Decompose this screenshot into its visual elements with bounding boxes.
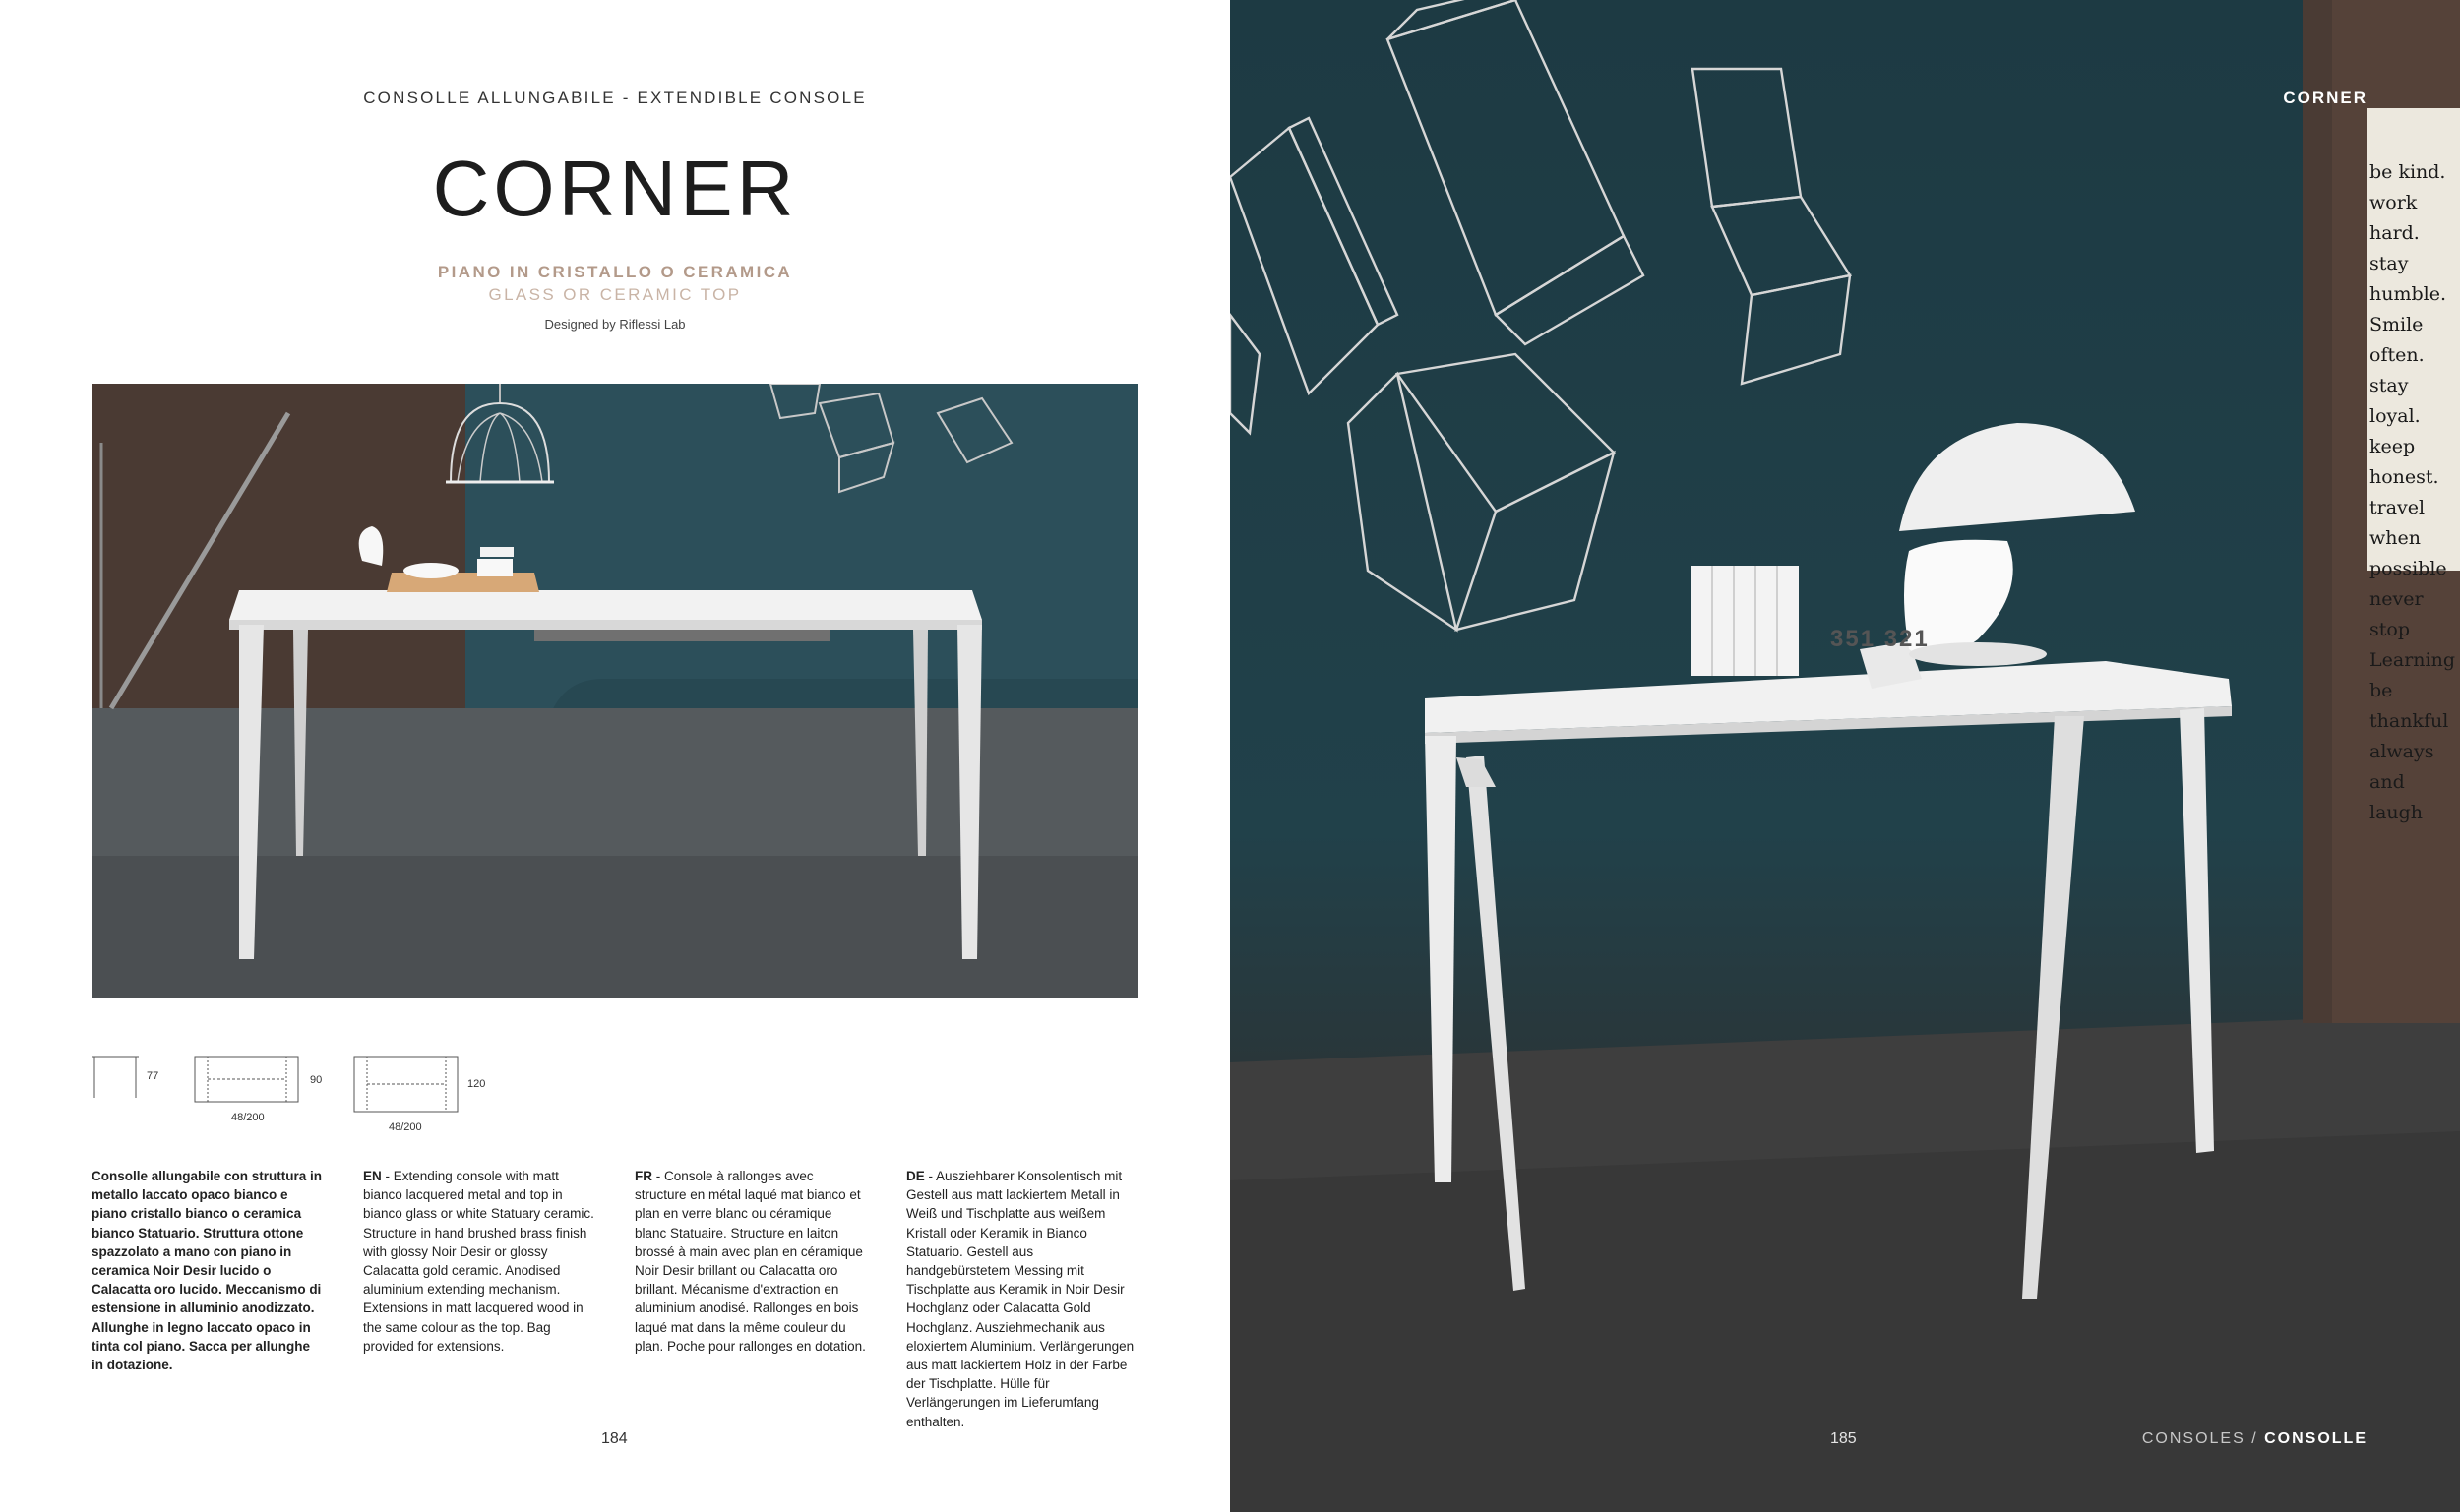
lang-code-fr: FR <box>635 1169 652 1183</box>
breadcrumb-separator: / <box>2245 1430 2265 1447</box>
section-breadcrumb <box>2142 1430 2368 1448</box>
lang-code-de: DE <box>906 1169 925 1183</box>
page-number-right: 185 <box>1830 1430 1857 1447</box>
poster-line: stay humble. <box>2369 253 2447 305</box>
dimension-drawing-shapes <box>92 1053 534 1141</box>
lang-code-en: EN <box>363 1169 382 1183</box>
poster-line: travel when possible <box>2369 497 2447 579</box>
page-number-left: 184 <box>601 1430 628 1447</box>
product-title: CORNER <box>432 145 798 232</box>
dim-depth-large: 120 <box>467 1078 486 1090</box>
description-italian: Consolle allungabile con struttura in metallo laccato opaco bianco e piano cristallo bianco o ceramica bianco Statuario. Struttura ottone spazzolato a mano con piano in ceramica Noir Desir lucido o Calacatta oro lucido. Meccanismo di estensione in alluminio anodizzato. Allunghe in legno laccato opaco in tinta col piano. Sacca per allunghe in dotazione. <box>92 1169 323 1373</box>
poster-line: stay loyal. <box>2369 375 2421 427</box>
description-german <box>906 1167 1138 1431</box>
poster-line: keep honest. <box>2369 436 2439 488</box>
right-page <box>1230 0 2460 1512</box>
motivational-poster <box>2369 157 2460 828</box>
poster-line: work hard. <box>2369 192 2420 244</box>
description-german-body: - Ausziehbarer Konsolentisch mit Gestell aus matt lackiertem Metall in Weiß und Tischplatte aus weißem Kristall oder Keramik in Bianco Statuario. Gestell aus handgebürstetem Messing mit Tischplatte aus Keramik in Noir Desir Hochglanz oder Calacatta Gold Hochglanz. Ausziehmechanik aus eloxiertem Aluminium. Verlängerungen aus matt lackiertem Holz in der Farbe der Tischplatte. Hülle für Verlängerungen im Lieferumfang enthalten. <box>906 1169 1135 1429</box>
poster-line: Smile often. <box>2369 314 2425 366</box>
dim-depth-small: 90 <box>310 1074 323 1086</box>
product-photo-dining <box>92 384 1138 998</box>
book-spine-numbers: 351 321 <box>1830 626 1930 652</box>
poster-line: and laugh <box>2369 771 2424 823</box>
console-scene-illustration <box>1230 0 2460 1512</box>
poster-line: be kind. <box>2369 161 2446 183</box>
description-french-body: - Console à rallonges avec structure en métal laqué mat bianco et plan en verre blanc ou céramique blanc Statuaire. Structure en laiton brossé à main avec plan en céramique Noir Desir brillant ou Calacatta oro brillant. Mécanisme d'extraction en aluminium anodisé. Rallonges en bois laqué mat dans la même couleur du plan. Poche pour rallonges en dotation. <box>635 1169 866 1354</box>
subtitle-italian: PIANO IN CRISTALLO O CERAMICA <box>437 263 793 281</box>
poster-line: never stop <box>2369 588 2424 640</box>
dim-height: 77 <box>147 1070 159 1082</box>
description-english-body: - Extending console with matt bianco lacquered metal and top in bianco glass or white Statuary ceramic. Structure in hand brushed brass finish with glossy Noir Desir or glossy Calacatta gold ceramic. Anodised aluminium extending mechanism. Extensions in matt lacquered wood in the same colour as the top. Bag provided for extensions. <box>363 1169 594 1354</box>
dim-length-small: 48/200 <box>231 1112 265 1123</box>
description-english <box>363 1167 594 1356</box>
poster-line: be thankful <box>2369 680 2449 732</box>
breadcrumb-section: CONSOLES <box>2141 1430 2245 1447</box>
product-tag: CORNER <box>2283 89 2368 107</box>
breadcrumb-current: CONSOLLE <box>2264 1430 2368 1447</box>
subtitle-english: GLASS OR CERAMIC TOP <box>488 285 742 304</box>
poster-line: always <box>2369 741 2434 762</box>
dimension-drawings <box>92 1053 534 1141</box>
description-french <box>635 1167 866 1356</box>
poster-line: Learning <box>2369 649 2455 671</box>
category-kicker: CONSOLLE ALLUNGABILE - EXTENDIBLE CONSOLE <box>363 89 867 107</box>
dim-length-large: 48/200 <box>389 1121 422 1133</box>
designer-credit: Designed by Riflessi Lab <box>544 317 686 332</box>
dining-scene-illustration <box>92 384 1138 998</box>
